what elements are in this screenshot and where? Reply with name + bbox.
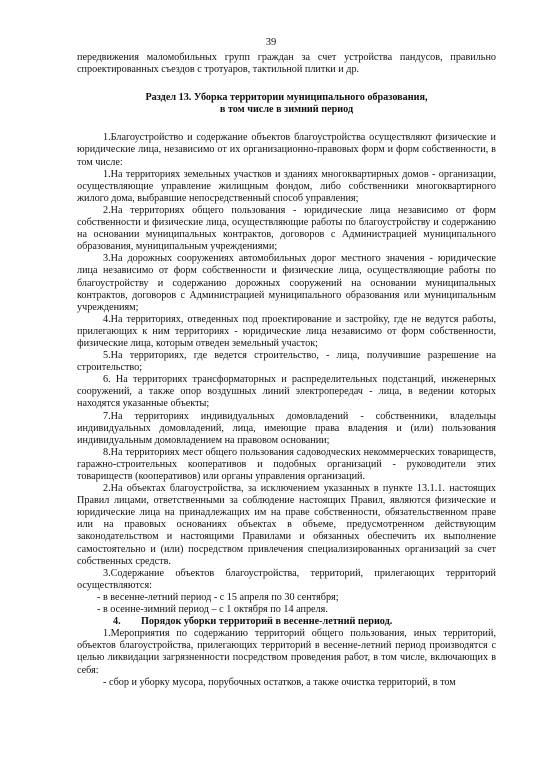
- paragraph-1-2: 2.На территориях общего пользования - юридические лица независимо от форм собственности и физические лица, осуществляющие работы по благоустройству и содержанию на основании муниципальных контрактов, договоров с Администрацией муниципального образования, муниципальным учреждениями;: [77, 204, 496, 253]
- section-13-title-line-1: Раздел 13. Уборка территории муниципального образования,: [145, 92, 428, 104]
- section-4-title: Порядок уборки территорий в весенне-летний период.: [141, 616, 393, 628]
- paragraph-1-6: 6. На территориях трансформаторных и распределительных подстанций, инженерных сооружений, а также опор воздушных линий электропередач - лица, в ведении которых находятся указанные объекты;: [77, 374, 496, 410]
- season-bullet-autumn-winter: - в осенне-зимний период – с 1 октября по 14 апреля.: [97, 604, 328, 616]
- paragraph-1-4: 4.На территориях, отведенных под проектирование и застройку, где не ведутся работы, прилегающих к ним территориях - юридические лица независимо от форм собственности, физические лица, которым отведен земельный участок;: [77, 313, 496, 349]
- tail-paragraph-1: 1.Мероприятия по содержанию территорий общего пользования, иных территорий, объектов благоустройства, прилегающих территорий в весенне-летний период производятся с целью ликвидации загрязненности посредством проведения работ, в том числе, включающих в себя:: [77, 628, 496, 676]
- intro-paragraph: передвижения маломобильных групп граждан за счет устройства пандусов, правильно спроектированных съездов с тротуаров, тактильной плитки и др.: [77, 52, 496, 76]
- section-13-heading: [77, 92, 496, 116]
- tail-paragraph-2: - сбор и уборку мусора, порубочных остатков, а также очистка территорий, в том: [103, 676, 456, 688]
- section-4-number: 4.: [113, 616, 121, 628]
- page-number: 39: [265, 37, 277, 48]
- section-4-heading: [77, 616, 496, 628]
- paragraph-1-8: 8.На территориях мест общего пользования садоводческих некоммерческих товариществ, гаражно-строительных кооперативов и подобных организаций - руководители этих товариществ (кооперативов) или органы управления организаций.: [77, 446, 496, 482]
- document-body: [77, 52, 496, 689]
- paragraph-1-3: 3.На дорожных сооружениях автомобильных дорог местного значения - юридические лица независимо от форм собственности и физические лица, осуществляющие работы по благоустройству и содержанию дорожных сооружений на основании муниципальных контрактов, договоров с Администрацией муниципального образования или муниципальным учреждениям;: [77, 253, 496, 313]
- section-13-title-line-2: в том числе в зимний период: [219, 104, 354, 116]
- paragraph-1: 1.Благоустройство и содержание объектов благоустройства осуществляют физические и юридические лица, независимо от их организационно-правовых форм и форм собственности, в том числе:: [77, 132, 496, 168]
- paragraph-1-1: 1.На территориях земельных участков и зданиях многоквартирных домов - организации, осуществляющие управление жилищным фондом, либо собственники многоквартирного жилого дома, выбравшие непосредственный способ управления;: [77, 168, 496, 204]
- season-bullet-spring-summer: - в весенне-летний период - с 15 апреля по 30 сентября;: [97, 591, 339, 603]
- paragraph-2: 2.На объектах благоустройства, за исключением указанных в пункте 13.1.1. настоящих Правил лицами, ответственными за соблюдение настоящих Правил, являются физические и юридические лица на принадлежащих им на праве собственности, обязательственном праве или на правовых основаниях объектах в объеме, предусмотренном действующим законодательством и настоящими Правилами и обязанных обеспечить их выполнение самостоятельно и (или) посредством привлечения специализированных организаций за счет собственных средств.: [77, 483, 496, 567]
- paragraph-1-7: 7.На территориях индивидуальных домовладений - собственники, владельцы индивидуальных домовладений, лица, имеющие права владения и (или) пользования индивидуальным домовладением на правовом основании;: [77, 410, 496, 446]
- paragraph-1-5: 5.На территориях, где ведется строительство, - лица, получившие разрешение на строительство;: [77, 350, 496, 374]
- paragraph-3: 3.Содержание объектов благоустройства, территорий, прилегающих территорий осуществляются:: [77, 567, 496, 591]
